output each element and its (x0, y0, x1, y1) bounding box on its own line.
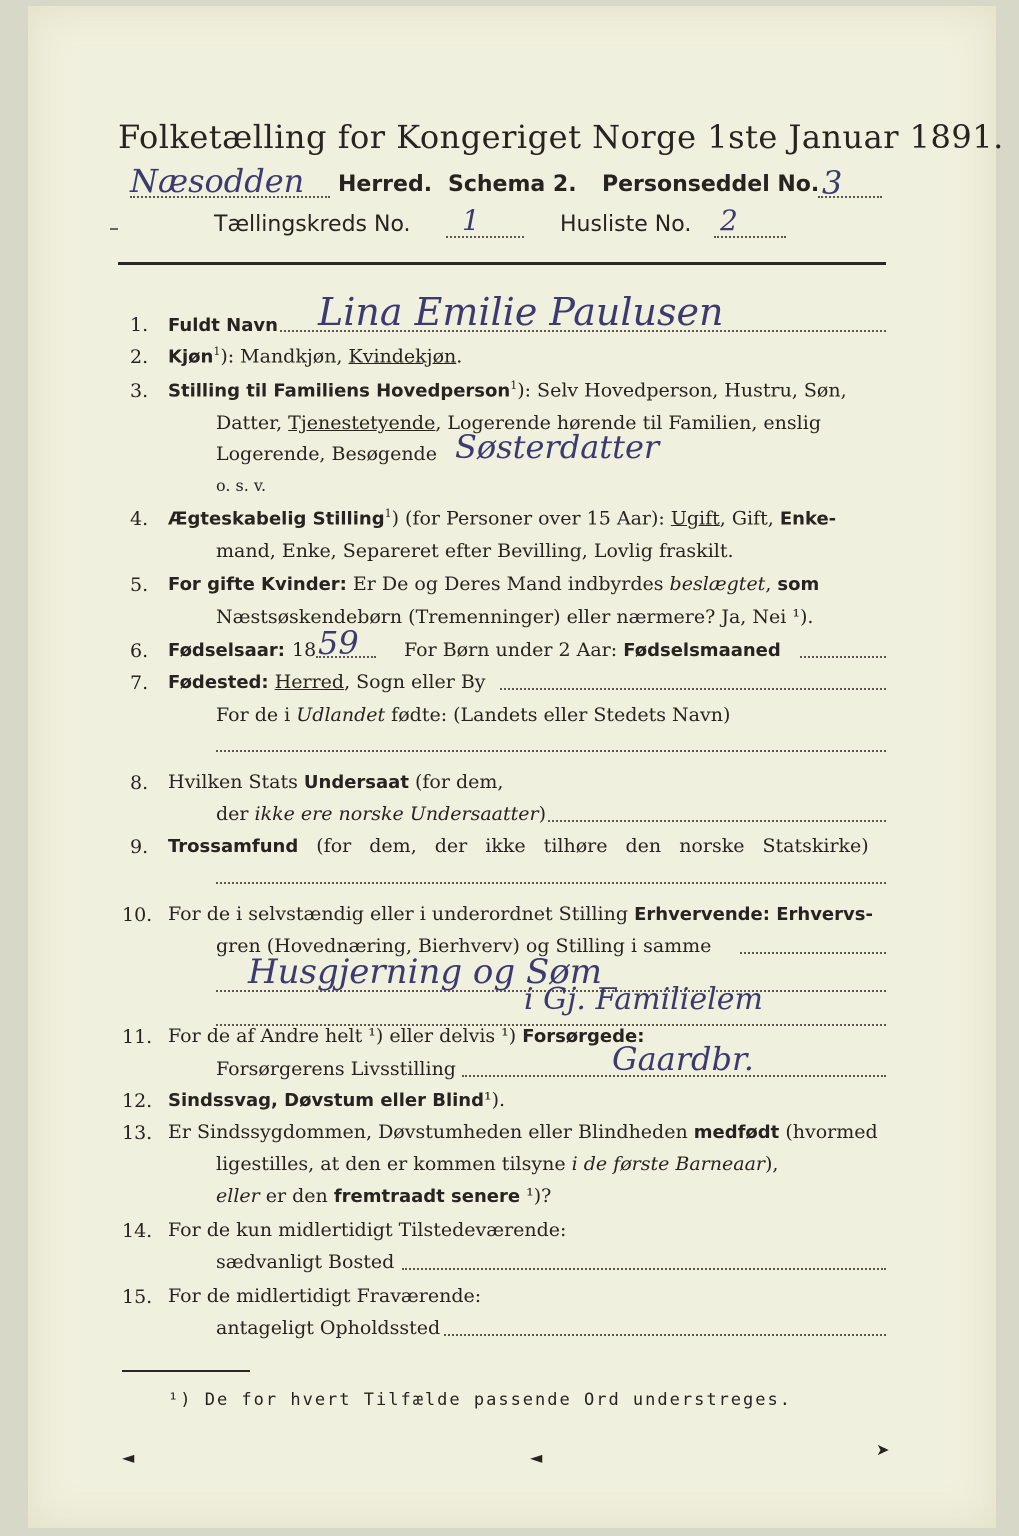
q5-label: For gifte Kvinder: (168, 574, 347, 595)
q3-line2-a: Datter, (216, 412, 289, 434)
q8-number: 8. (130, 772, 149, 794)
q3-number: 3. (130, 380, 149, 402)
q2-number: 2. (130, 346, 149, 368)
q11-line1-b: Forsørgede: (522, 1026, 645, 1047)
q7-number: 7. (130, 672, 149, 694)
q10-value2: i Gj. Familielem (524, 982, 763, 1017)
q3-sup: 1 (510, 379, 518, 392)
q11-line1 (168, 1025, 644, 1047)
q6-dotted-line (316, 656, 376, 658)
margin-tick (110, 228, 118, 230)
q10-line1-a: For de i selvstændig eller i underordnet Stilling (168, 903, 635, 925)
q7-label: Fødested: (168, 672, 269, 693)
q13-line2-a: ligestilles, at den er kommen tilsyne (216, 1153, 572, 1175)
q8-line2-b: ikke ere norske Undersaatter (254, 803, 539, 825)
q5-line1-d: som (777, 574, 820, 595)
q15-line1: For de midlertidigt Fraværende: (168, 1285, 482, 1307)
q4-line1-c: , Gift, (719, 507, 780, 530)
q14-dotted-line (402, 1268, 886, 1270)
q3-line4: o. s. v. (216, 476, 267, 495)
q9-dotted-line (216, 882, 886, 884)
q4-sup: 1 (384, 507, 392, 520)
footnote-rule (122, 1370, 250, 1372)
q5-line1-c: , (765, 573, 778, 595)
q6-label: Fødselsaar: (168, 640, 285, 661)
q8-line1 (168, 771, 503, 793)
schema-label: Schema 2. (448, 172, 577, 197)
q13-line3-a: eller (216, 1185, 260, 1207)
q10-line1-b: Erhvervende: (634, 904, 770, 925)
herred-label: Herred. (338, 172, 433, 197)
q7-line2-c: fødte: (Landets eller Stedets Navn) (385, 704, 731, 726)
q10-line2-dotted (740, 952, 886, 954)
q13-line1-b: medfødt (693, 1122, 780, 1143)
q9-text: (for dem, der ikke tilhøre den norske Statskirke) (298, 835, 869, 857)
q11-line1-a: For de af Andre helt ¹) eller delvis ¹) (168, 1025, 523, 1047)
registration-mark-center-icon: ◄ (530, 1448, 543, 1467)
herred-dotted-line (130, 196, 330, 198)
q7-line2-b: Udlandet (296, 704, 386, 726)
personseddel-label: Personseddel No. (602, 172, 820, 197)
form-title: Folketælling for Kongeriget Norge 1ste Januar 1891. (118, 118, 1004, 156)
q12-number: 12. (122, 1090, 153, 1112)
q3-line3: Logerende, Besøgende (216, 443, 437, 465)
q6-prefix: 18 (292, 639, 317, 661)
q1-label: Fuldt Navn (168, 315, 278, 336)
q12-label: Sindssvag, Døvstum eller Blind (168, 1090, 484, 1111)
q6-label-b: Fødselsmaaned (623, 640, 781, 661)
q7-line2 (216, 704, 730, 726)
q11-value: Gaardbr. (612, 1040, 754, 1078)
q13-number: 13. (122, 1122, 153, 1144)
q8-line1-a: Hvilken Stats (168, 771, 304, 793)
q13-line1-a: Er Sindssygdommen, Døvstumheden eller Blindheden (168, 1121, 694, 1143)
q3-line2-c: , Logerende hørende til Familien, enslig (435, 412, 821, 434)
q1-value: Lina Emilie Paulusen (318, 290, 724, 334)
q7-line2-a: For de i (216, 704, 297, 726)
q3-line1-text: ): Selv Hovedperson, Hustru, Søn, (517, 379, 847, 402)
q8-dotted-line (548, 820, 886, 822)
q8-line2 (216, 803, 546, 825)
q13-line3-b: er den (259, 1185, 334, 1207)
q15-number: 15. (122, 1286, 153, 1308)
q2-text-c: . (456, 345, 463, 368)
q13-line3 (216, 1185, 551, 1207)
q2-sup: 1 (213, 345, 221, 358)
q8-line2-a: der (216, 803, 255, 825)
q6-number: 6. (130, 640, 149, 662)
q5-line1-a: Er De og Deres Mand indbyrdes (346, 573, 670, 595)
q6-text-b-label: For Børn under 2 Aar: (404, 639, 618, 661)
registration-mark-right-icon: ➤ (876, 1440, 890, 1459)
q2-label: Kjøn (168, 346, 214, 368)
q2-line (168, 345, 462, 367)
q3-label: Stilling til Familiens Hovedperson (168, 380, 511, 402)
q2-text-a: ): Mandkjøn, (220, 345, 349, 368)
q7-text-b: Herred (274, 671, 345, 693)
q12-line (168, 1089, 505, 1111)
husliste-value: 2 (720, 204, 738, 237)
q15-dotted-line (444, 1334, 886, 1336)
q1-dotted-line (280, 330, 886, 332)
q10-line1 (168, 903, 873, 925)
q3-line2-b: Tjenestetyende (288, 412, 436, 434)
q2-text-b: Kvindekjøn (348, 345, 457, 368)
husliste-dotted-line (714, 236, 786, 238)
q4-line1-d: Enke- (779, 508, 837, 530)
q6-value: 59 (318, 624, 359, 662)
q6-fodselsmaaned-dotted-line (800, 656, 886, 658)
q11-dotted-line (462, 1075, 886, 1077)
q13-line3-c: fremtraadt senere (333, 1186, 521, 1207)
taellingskreds-value: 1 (462, 204, 480, 237)
herred-value: Næsodden (130, 162, 305, 200)
personseddel-dotted-line (818, 196, 882, 198)
q10-line1-c: Erhvervs- (769, 904, 873, 925)
q5-line2: Næstsøskendebørn (Tremenninger) eller nærmere? Ja, Nei ¹). (216, 606, 814, 628)
q5-number: 5. (130, 574, 149, 596)
q8-line1-b: Undersaat (303, 772, 409, 793)
registration-mark-left-icon: ◄ (122, 1448, 135, 1467)
taellingskreds-dotted-line (446, 236, 524, 238)
q4-line1 (168, 507, 836, 529)
q4-line2: mand, Enke, Separeret efter Bevilling, Lovlig fraskilt. (216, 540, 734, 562)
q14-number: 14. (122, 1220, 153, 1242)
q13-line3-d: ¹)? (520, 1185, 552, 1207)
q5-line1-b: beslægtet (669, 573, 766, 595)
q4-number: 4. (130, 508, 149, 530)
personseddel-value: 3 (822, 164, 843, 202)
q14-line2: sædvanligt Bosted (216, 1251, 395, 1273)
q3-line1 (168, 379, 847, 401)
q9-line (168, 835, 869, 857)
q10-line2: gren (Hovednæring, Bierhverv) og Stilling i samme (216, 935, 712, 957)
q11-line2: Forsørgerens Livsstilling (216, 1058, 456, 1080)
q1-number: 1. (130, 314, 149, 336)
q5-line1 (168, 573, 819, 595)
q7-line1 (168, 671, 486, 693)
taellingskreds-label: Tællingskreds No. (214, 212, 411, 237)
q4-label: Ægteskabelig Stilling (168, 508, 385, 530)
q9-number: 9. (130, 836, 149, 858)
q13-line1-c: (hvormed (779, 1121, 878, 1143)
q7-landets-dotted-line (216, 750, 886, 752)
footnote: ¹) De for hvert Tilfælde passende Ord understreges. (168, 1390, 792, 1410)
q10-number: 10. (122, 904, 153, 926)
header-rule (118, 262, 886, 265)
q6-text-b (404, 639, 781, 661)
q9-label: Trossamfund (168, 836, 299, 857)
q10-value1: Husgjerning og Søm (248, 952, 602, 992)
q13-line2 (216, 1153, 778, 1175)
q13-line1 (168, 1121, 878, 1143)
q4-line1-a: ) (for Personer over 15 Aar): (391, 507, 671, 530)
q7-text-c: , Sogn eller By (344, 671, 486, 693)
q13-line2-b: i de første Barneaar (571, 1153, 765, 1175)
q12-tail: ¹). (483, 1089, 506, 1111)
q11-number: 11. (122, 1026, 153, 1048)
q3-value: Søsterdatter (455, 428, 660, 466)
husliste-label: Husliste No. (560, 212, 692, 237)
q13-line2-c: ), (765, 1153, 779, 1175)
q15-line2: antageligt Opholdssted (216, 1317, 441, 1339)
q7-dotted-line (500, 688, 886, 690)
q14-line1: For de kun midlertidigt Tilstedeværende: (168, 1219, 567, 1241)
q8-line1-c: (for dem, (408, 771, 504, 793)
q4-line1-b: Ugift (670, 507, 720, 530)
q8-line2-c: ) (538, 803, 546, 825)
